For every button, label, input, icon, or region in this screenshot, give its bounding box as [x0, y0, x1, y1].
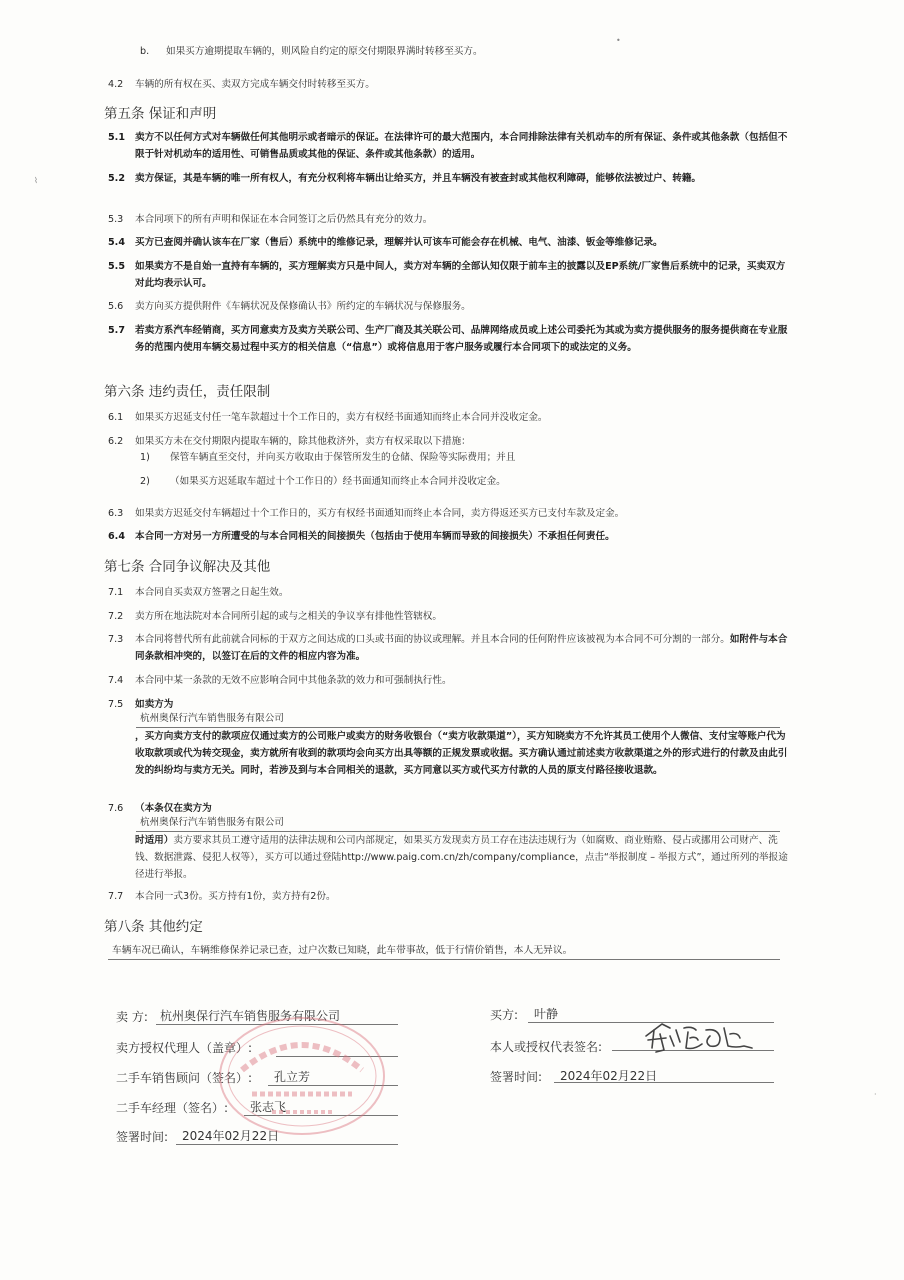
clause-7-2 — [108, 608, 788, 625]
buyer-date-label: 签署时间: — [490, 1070, 543, 1084]
clause-number: 6.1 — [108, 412, 124, 423]
clause-text: 卖方保证，其是车辆的唯一所有权人，有充分权利将车辆出让给买方，并且车辆没有被查封或其他权利障碍，能够依法被过户、转籍。 — [135, 173, 702, 184]
clause-4-2 — [108, 76, 788, 93]
section-7-title: 第七条 合同争议解决及其他 — [104, 559, 271, 575]
clause-7-1 — [108, 584, 788, 601]
seller-agent-label: 卖方授权代理人（盖章）: — [116, 1041, 253, 1055]
clause-6-2 — [108, 433, 788, 450]
seller-label: 卖 方: — [116, 1010, 148, 1024]
clause-6-4 — [108, 528, 788, 545]
agreement-underline — [108, 959, 780, 960]
clause-number: 4.2 — [108, 79, 124, 90]
scan-speck: • — [616, 36, 621, 45]
clause-text — [135, 631, 788, 665]
clause-text: 本合同一方对另一方所遭受的与本合同相关的间接损失（包括由于使用车辆而导致的间接损失）不承担任何责任。 — [135, 531, 615, 542]
clause-7-6-body — [108, 832, 788, 883]
clause-text-bold: 如附件与本合同条款相冲突的，以签订在后的文件的相应内容为准。 — [135, 634, 788, 662]
clause-text: 如果买方迟延支付任一笔车款超过十个工作日的，卖方有权经书面通知而终止本合同并没收定金。 — [135, 412, 548, 423]
advisor-name: 孔立芳 — [274, 1070, 311, 1084]
clause-5-6 — [108, 298, 788, 315]
clause-5-2 — [108, 170, 788, 187]
clause-text: 如果卖方迟延交付车辆超过十个工作日的，买方有权经书面通知而终止本合同，卖方得返还买方已支付车款及定金。 — [135, 508, 625, 519]
list-number: 1) — [140, 452, 150, 463]
clause-number: 5.1 — [108, 132, 125, 143]
clause-7-4 — [108, 672, 788, 689]
clause-7-3 — [108, 631, 788, 665]
clause-number: 7.4 — [108, 675, 124, 686]
clause-text — [135, 832, 788, 883]
clause-label: b. — [140, 46, 150, 57]
clause-text: 本合同自买卖双方签署之日起生效。 — [135, 587, 289, 598]
clause-number: 7.7 — [108, 891, 124, 902]
seller-date: 2024年02月22日 — [182, 1129, 280, 1143]
manager-label: 二手车经理（签名）: — [116, 1101, 229, 1115]
buyer-date-underline — [554, 1082, 774, 1083]
clause-number: 7.3 — [108, 634, 124, 645]
clause-number: 5.3 — [108, 214, 124, 225]
list-text: 保管车辆直至交付，并向买方收取由于保管所发生的仓储、保险等实际费用；并且 — [170, 452, 516, 463]
clause-4-1-b — [140, 43, 483, 60]
seller-date-underline — [176, 1144, 398, 1145]
clause-7-5-body — [108, 728, 788, 779]
clause-text-normal: 卖方要求其员工遵守适用的法律法规和公司内部规定，如果买方发现卖方员工存在违法违规行为（如腐败、商业贿赂、侵占或挪用公司财产、洗钱、数据泄露、侵犯人权等），买方可以通过登陆http://www.paig.com.cn/zh/company/compliance，点击“举报制度 – 举报方式”，通过所列的举报途径进行举报。 — [135, 835, 788, 880]
clause-number: 7.5 — [108, 699, 124, 710]
clause-6-2-item-2 — [140, 473, 506, 490]
clause-5-3 — [108, 211, 788, 228]
advisor-label: 二手车销售顾问（签名）: — [116, 1071, 253, 1085]
clause-5-7 — [108, 322, 788, 356]
company-seal-stamp-icon — [212, 1010, 392, 1140]
clause-number: 5.2 — [108, 173, 125, 184]
clause-number: 5.4 — [108, 237, 125, 248]
clause-text: 本合同项下的所有声明和保证在本合同签订之后仍然具有充分的效力。 — [135, 214, 433, 225]
clause-text: 车辆的所有权在买、卖双方完成车辆交付时转移至买方。 — [135, 79, 375, 90]
clause-6-3 — [108, 505, 788, 522]
scan-speck: ⌇ — [34, 176, 38, 185]
clause-number: 7.1 — [108, 587, 124, 598]
clause-number: 5.6 — [108, 301, 124, 312]
clause-7-7 — [108, 888, 788, 905]
clause-text: 如果卖方不是自始一直持有车辆的，买方理解卖方只是中间人，卖方对车辆的全部认知仅限于前车主的披露以及EP系统/厂家售后系统中的记录，买卖双方对此均表示认可。 — [135, 261, 786, 289]
clause-text: 本合同一式3份。买方持有1份，卖方持有2份。 — [135, 891, 336, 902]
seller-name: 杭州奥保行汽车销售服务有限公司 — [160, 1009, 341, 1023]
clause-text: 如果买方逾期提取车辆的，则风险自约定的原交付期限界满时转移至买方。 — [166, 46, 483, 57]
clause-number: 5.7 — [108, 325, 125, 336]
buyer-date: 2024年02月22日 — [560, 1069, 658, 1083]
seller-date-label: 签署时间: — [116, 1130, 169, 1144]
clause-text: 卖方向买方提供附件《车辆状况及保修确认书》所约定的车辆状况与保修服务。 — [135, 301, 471, 312]
clause-7-6-company: 杭州奥保行汽车销售服务有限公司 — [140, 817, 284, 828]
clause-text: 买方已查阅并确认该车在厂家（售后）系统中的维修记录，理解并认可该车可能会存在机械、电气、油漆、钣金等维修记录。 — [135, 237, 663, 248]
clause-6-1 — [108, 409, 788, 426]
clause-number: 6.3 — [108, 508, 124, 519]
other-agreement-text: 车辆车况已确认，车辆维修保养记录已查，过户次数已知晓，此车带事故，低于行情价销售，本人无异议。 — [112, 945, 573, 956]
clause-6-2-item-1 — [140, 449, 515, 466]
clause-7-5-company: 杭州奥保行汽车销售服务有限公司 — [140, 713, 284, 724]
scan-speck: · — [874, 1090, 877, 1099]
section-6-title: 第六条 违约责任，责任限制 — [104, 384, 271, 400]
clause-label: （本条仅在卖方为 — [135, 803, 212, 814]
buyer-label: 买方: — [490, 1008, 519, 1022]
clause-5-1 — [108, 129, 788, 163]
list-text: （如果买方迟延取车超过十个工作日的）经书面通知而终止本合同并没收定金。 — [170, 476, 506, 487]
section-5-title: 第五条 保证和声明 — [104, 106, 217, 122]
handwritten-signature-icon — [640, 1016, 760, 1058]
clause-5-4 — [108, 234, 788, 251]
clause-number: 7.6 — [108, 803, 124, 814]
clause-number: 7.2 — [108, 611, 124, 622]
clause-number: 6.2 — [108, 436, 124, 447]
buyer-name: 叶静 — [534, 1007, 559, 1021]
clause-number: 5.5 — [108, 261, 125, 272]
clause-text: 卖方所在地法院对本合同所引起的或与之相关的争议享有排他性管辖权。 — [135, 611, 442, 622]
manager-name: 张志飞 — [250, 1100, 287, 1114]
clause-text-bold: 时适用） — [135, 835, 174, 846]
list-number: 2) — [140, 476, 150, 487]
clause-text: 卖方不以任何方式对车辆做任何其他明示或者暗示的保证。在法律许可的最大范围内，本合同排除法律有关机动车的所有保证、条件或其他条款（包括但不限于针对机动车的适用性、可销售品质或其他的保证、条件或其他条款）的适用。 — [135, 132, 788, 160]
clause-text: 如果买方未在交付期限内提取车辆的，除其他救济外，卖方有权采取以下措施： — [135, 436, 471, 447]
clause-label: 如卖方为 — [135, 699, 174, 710]
clause-number: 6.4 — [108, 531, 125, 542]
buyer-sign-label: 本人或授权代表签名: — [490, 1040, 603, 1054]
clause-text: 本合同中某一条款的无效不应影响合同中其他条款的效力和可强制执行性。 — [135, 675, 452, 686]
clause-5-5 — [108, 258, 788, 292]
clause-text: 若卖方系汽车经销商，买方同意卖方及卖方关联公司、生产厂商及其关联公司、品牌网络成员或上述公司委托为其或为卖方提供服务的服务提供商在专业服务的范围内使用车辆交易过程中买方的相关信息（“信息”）或将信息用于客户服务或履行本合同项下的或法定的义务。 — [135, 325, 788, 353]
clause-text: ，买方向卖方支付的款项应仅通过卖方的公司账户或卖方的财务收银台（“卖方收款渠道”），买方知晓卖方不允许其员工使用个人微信、支付宝等账户代为收取款项或代为转交现金，卖方就所有收到的款项均会向买方出具等额的正规发票或收据。买方确认通过前述卖方收款渠道之外的形式进行的付款及由此引发的纠纷均与卖方无关。同时，若涉及到与本合同相关的退款，买方同意以买方或代买方付款的人员的原支付路径接收退款。 — [135, 731, 788, 776]
section-8-title: 第八条 其他约定 — [104, 919, 203, 935]
clause-text-normal: 本合同将替代所有此前就合同标的于双方之间达成的口头或书面的协议或理解。并且本合同的任何附件应该被视为本合同不可分割的一部分。 — [135, 634, 730, 645]
